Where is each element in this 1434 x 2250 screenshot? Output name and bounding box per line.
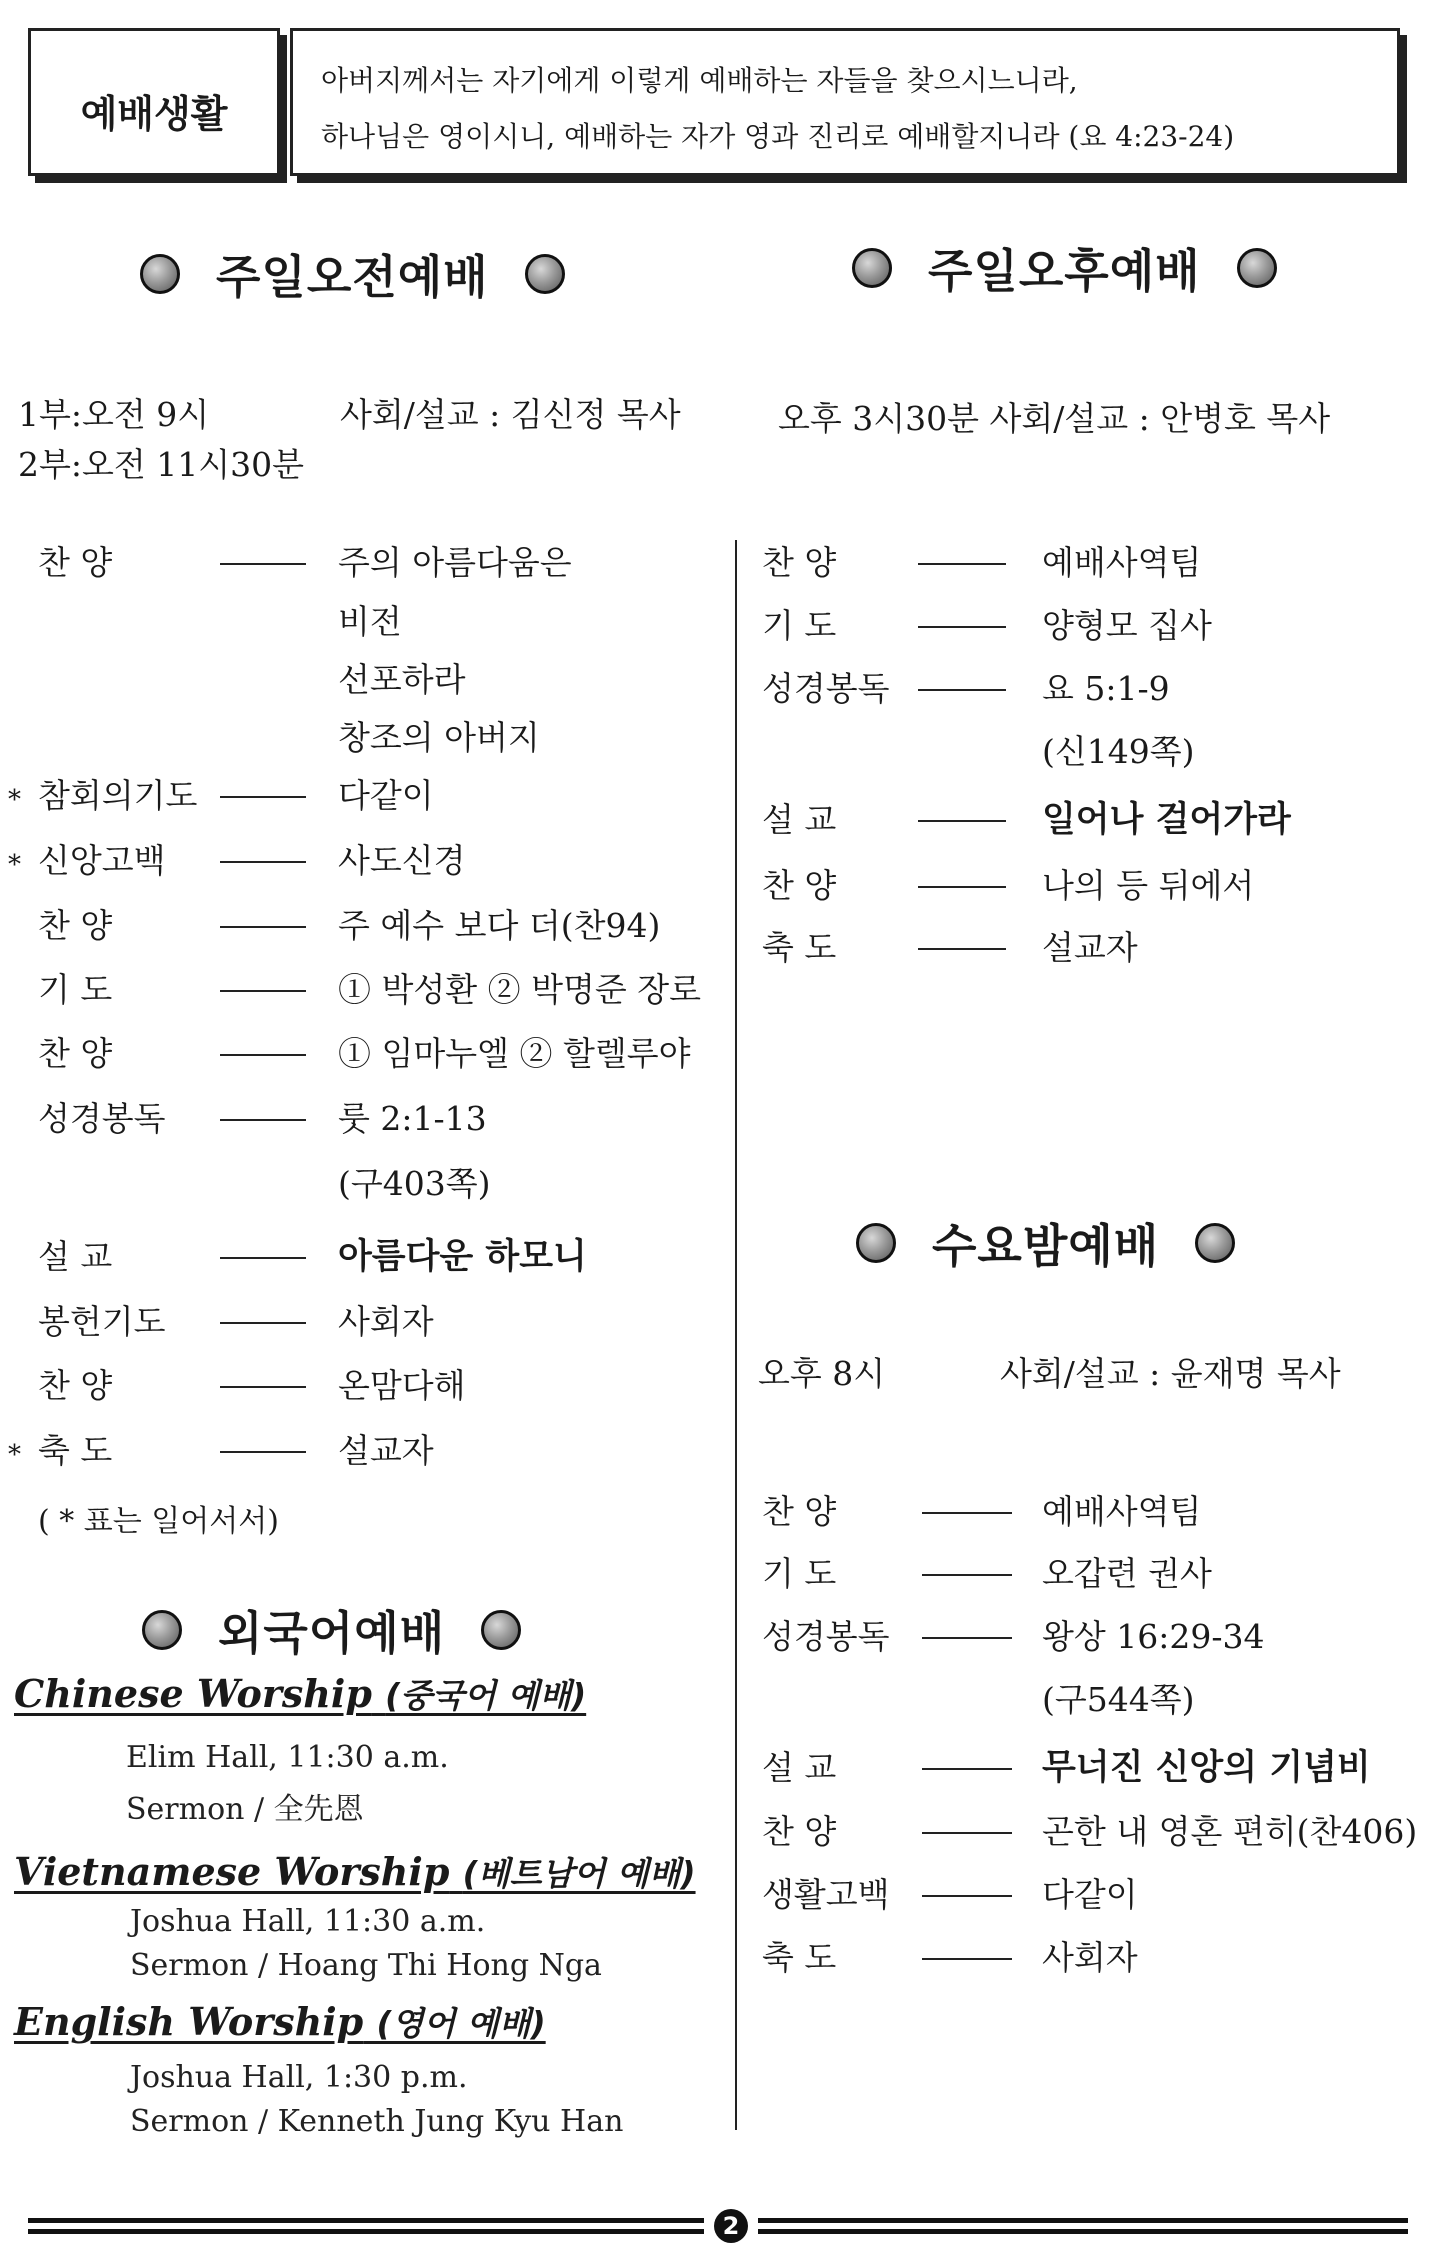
order-label: 찬 양 [762, 1812, 837, 1851]
order-value: 다같이 [338, 776, 434, 815]
order-dash [220, 1386, 306, 1388]
order-value: 주 예수 보다 더(찬94) [338, 906, 661, 945]
order-dash [922, 1832, 1012, 1834]
order-value: 설교자 [1042, 928, 1138, 967]
order-dash [220, 1322, 306, 1324]
order-dash [922, 1958, 1012, 1960]
footer-rule-left [28, 2218, 704, 2234]
english-worship-place-time: Joshua Hall, 1:30 p.m. [130, 2060, 468, 2095]
standing-note: ( * 표는 일어서서) [38, 1504, 279, 1539]
order-dash [220, 1257, 306, 1259]
sermon-title: 무너진 신앙의 기념비 [1042, 1748, 1371, 1788]
order-label: 기 도 [762, 606, 837, 645]
order-value: ① 박성환 ② 박명준 장로 [338, 970, 701, 1009]
wednesday-night-title: 수요밤예배 [932, 1219, 1160, 1273]
order-value: 창조의 아버지 [338, 718, 540, 757]
order-value: 비전 [338, 602, 402, 641]
order-value: 다같이 [1042, 1875, 1138, 1914]
order-label: 찬 양 [762, 1492, 837, 1531]
order-label: 찬 양 [762, 543, 837, 582]
column-divider [735, 540, 737, 2130]
order-value: 주의 아름다움은 [338, 543, 572, 582]
order-dash [220, 1119, 306, 1121]
bullet-icon [525, 254, 565, 294]
order-label: 성경봉독 [38, 1099, 166, 1138]
english-worship-sermon: Sermon / Kenneth Jung Kyu Han [130, 2104, 624, 2139]
order-label: 설 교 [38, 1237, 113, 1276]
order-dash [918, 886, 1006, 888]
order-label: 생활고백 [762, 1875, 890, 1914]
order-value: 룻 2:1-13 [338, 1099, 487, 1138]
order-value: 곤한 내 영혼 편히(찬406) [1042, 1812, 1418, 1851]
order-label: 설 교 [762, 800, 837, 839]
order-value: 왕상 16:29-34 [1042, 1617, 1265, 1656]
order-label: 축 도 [762, 928, 837, 967]
order-value: 사회자 [338, 1302, 434, 1341]
order-dash [918, 626, 1006, 628]
footer-rule-right [758, 2218, 1408, 2234]
order-value: (구544쪽) [1042, 1680, 1195, 1719]
morning-service-1: 1부:오전 9시 [18, 395, 210, 434]
order-value: 예배사역팀 [1042, 1492, 1202, 1531]
standing-mark: * [8, 850, 21, 880]
vietnamese-worship-place-time: Joshua Hall, 11:30 a.m. [130, 1904, 486, 1939]
bullet-icon [140, 254, 180, 294]
order-value: 설교자 [338, 1431, 434, 1470]
bullet-icon [1195, 1223, 1235, 1263]
order-value: 온맘다해 [338, 1366, 466, 1405]
foreign-worship-heading [142, 1600, 521, 1660]
order-label: 찬 양 [38, 1034, 113, 1073]
order-label: 찬 양 [38, 543, 113, 582]
order-dash [220, 563, 306, 565]
order-label: 성경봉독 [762, 669, 890, 708]
vietnamese-worship-title [14, 1848, 696, 1895]
order-value: 예배사역팀 [1042, 543, 1202, 582]
chinese-worship-place-time: Elim Hall, 11:30 a.m. [126, 1740, 449, 1775]
order-label: 봉헌기도 [38, 1302, 166, 1341]
order-label: 축 도 [38, 1431, 113, 1470]
order-dash [922, 1895, 1012, 1897]
wednesday-time: 오후 8시 [758, 1354, 886, 1393]
sunday-afternoon-title: 주일오후예배 [928, 244, 1201, 298]
order-dash [922, 1574, 1012, 1576]
order-value: (구403쪽) [338, 1164, 491, 1203]
bullet-icon [1237, 248, 1277, 288]
order-dash [918, 563, 1006, 565]
page-number: 2 [714, 2209, 748, 2243]
order-value: ① 임마누엘 ② 할렐루야 [338, 1034, 691, 1073]
vietnamese-worship-sermon: Sermon / Hoang Thi Hong Nga [130, 1948, 602, 1983]
section-title-box [28, 28, 280, 176]
order-dash [220, 796, 306, 798]
order-dash [922, 1637, 1012, 1639]
order-dash [220, 861, 306, 863]
foreign-worship-title: 외국어예배 [218, 1606, 446, 1660]
order-dash [918, 820, 1006, 822]
order-dash [918, 689, 1006, 691]
scripture-verse-box [290, 28, 1400, 176]
bullet-icon [852, 248, 892, 288]
order-dash [220, 1054, 306, 1056]
sermon-title: 아름다운 하모니 [338, 1237, 587, 1277]
bullet-icon [481, 1610, 521, 1650]
order-label: 찬 양 [38, 906, 113, 945]
order-label: 참회의기도 [38, 776, 198, 815]
order-value: 사도신경 [338, 841, 466, 880]
sunday-morning-title: 주일오전예배 [216, 250, 489, 304]
chinese-worship-name-ko: (중국어 예배) [385, 1676, 587, 1715]
order-value: 오갑련 권사 [1042, 1554, 1212, 1593]
bullet-icon [142, 1610, 182, 1650]
sermon-title: 일어나 걸어가라 [1042, 800, 1291, 840]
sunday-morning-heading [140, 244, 565, 304]
verse-line-2: 하나님은 영이시니, 예배하는 자가 영과 진리로 예배할지니라 (요 4:23-24) [321, 120, 1235, 153]
sunday-afternoon-heading [852, 238, 1277, 298]
bullet-icon [856, 1223, 896, 1263]
order-label: 성경봉독 [762, 1617, 890, 1656]
english-worship-title [14, 1998, 546, 2045]
order-label: 기 도 [38, 970, 113, 1009]
order-label: 찬 양 [38, 1366, 113, 1405]
order-value: 선포하라 [338, 660, 466, 699]
vietnamese-worship-name: Vietnamese Worship [14, 1849, 450, 1894]
afternoon-time-leader: 오후 3시30분 사회/설교 : 안병호 목사 [778, 399, 1331, 438]
order-label: 신앙고백 [38, 841, 166, 880]
order-label: 기 도 [762, 1554, 837, 1593]
standing-mark: * [8, 1440, 21, 1470]
wednesday-night-heading [856, 1213, 1235, 1273]
order-label: 찬 양 [762, 866, 837, 905]
order-value: (신149쪽) [1042, 732, 1195, 771]
order-dash [220, 1451, 306, 1453]
order-label: 축 도 [762, 1938, 837, 1977]
order-dash [918, 948, 1006, 950]
order-value: 사회자 [1042, 1938, 1138, 1977]
chinese-worship-sermon: Sermon / 全先恩 [126, 1792, 364, 1827]
chinese-worship-name: Chinese Worship [14, 1671, 372, 1716]
section-title: 예배생활 [80, 92, 228, 136]
standing-mark: * [8, 785, 21, 815]
order-value: 요 5:1-9 [1042, 669, 1170, 708]
english-worship-name-ko: (영어 예배) [376, 2004, 546, 2043]
chinese-worship-title [14, 1670, 586, 1717]
order-value: 양형모 집사 [1042, 606, 1212, 645]
order-label: 설 교 [762, 1748, 837, 1787]
order-dash [922, 1512, 1012, 1514]
morning-service-2: 2부:오전 11시30분 [18, 445, 304, 484]
order-dash [220, 990, 306, 992]
verse-line-1: 아버지께서는 자기에게 이렇게 예배하는 자들을 찾으시느니라, [321, 64, 1078, 97]
morning-leader: 사회/설교 : 김신정 목사 [340, 395, 681, 434]
order-value: 나의 등 뒤에서 [1042, 866, 1255, 905]
order-dash [220, 926, 306, 928]
order-dash [922, 1768, 1012, 1770]
wednesday-leader: 사회/설교 : 윤재명 목사 [1000, 1354, 1341, 1393]
vietnamese-worship-name-ko: (베트남어 예배) [462, 1854, 696, 1893]
english-worship-name: English Worship [14, 1999, 364, 2044]
